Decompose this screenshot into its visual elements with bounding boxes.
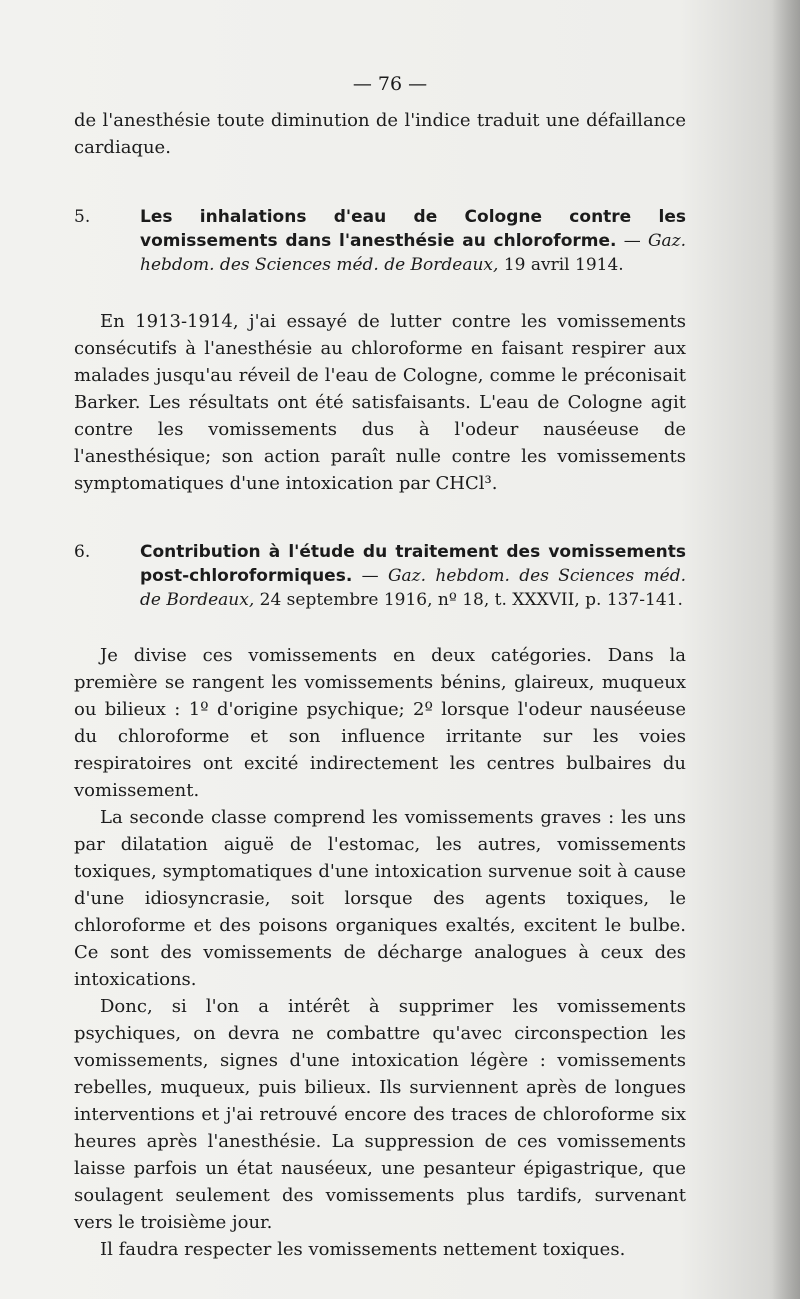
page-content [74,72,686,1263]
intro-continuation-paragraph: de l'anesthésie toute diminution de l'indice traduit une défaillance cardiaque. [74,110,686,158]
entry-number: 6. [74,542,91,562]
entry-details: 19 avril 1914. [503,255,624,275]
body-paragraph: Je divise ces vomissements en deux catégories. Dans la première se rangent les vomissements bénins, glaireux, muqueux ou bilieux : 1º d'origine psychique; 2º lorsque l'odeur nauséeuse du chloroforme et son influence irritante sur les voies respiratoires ont excité indirectement les centres bulbaires du vomissement. [74,645,686,801]
entry-journal: Gaz. hebdom. des Sciences méd. de Bordeaux, [140,566,686,610]
entry-details: 24 septembre 1916, nº 18, t. XXXVII, p. 137-141. [259,590,683,610]
entry-journal: Gaz. hebdom. des Sciences méd. de Bordeaux, [140,231,687,275]
body-paragraph: En 1913-1914, j'ai essayé de lutter contre les vomissements consécutifs à l'anesthésie au chloroforme en faisant respirer aux malades jusqu'au réveil de l'eau de Cologne, comme le préconisait Barker. Les résultats ont été satisfaisants. L'eau de Cologne agit contre les vomissements dus à l'odeur nauséeuse de l'anesthésique; son action paraît nulle contre les vomissements symptomatiques d'une intoxication par CHCl³. [74,311,686,494]
page-number: — 76 — [352,73,428,95]
entry-dash: — [623,231,641,251]
bibliography-entry-5 [74,205,686,277]
body-paragraph: Donc, si l'on a intérêt à supprimer les vomissements psychiques, on devra ne combattre qu'avec circonspection les vomissements, signes d'une intoxication légère : vomissements rebelles, muqueux, puis bilieux. Ils surviennent après de longues interventions et j'ai retrouvé encore des traces de chloroforme six heures après l'anesthésie. La suppression de ces vomissements laisse parfois un état nauséeux, une pesanteur épigastrique, que soulagent seulement des vomissements plus tardifs, survenant vers le troisième jour. [74,996,686,1233]
entry-number: 5. [74,207,91,227]
body-paragraph: Il faudra respecter les vomissements nettement toxiques. [100,1239,626,1260]
entry-dash: — [361,566,379,586]
bibliography-entry-6 [74,540,686,612]
body-paragraph: La seconde classe comprend les vomissements graves : les uns par dilatation aiguë de l'estomac, les autres, vomissements toxiques, symptomatiques d'une intoxication survenue soit à cause d'une idiosyncrasie, soit lorsque des agents toxiques, le chloroforme et des poisons organiques exaltés, excitent le bulbe. Ce sont des vomissements de décharge analogues à ceux des intoxications. [74,807,686,990]
entry-title: Contribution à l'étude du traitement des vomissements post-chloroformiques. [140,542,686,586]
page-gutter-shadow [772,0,800,1299]
entry-title: Les inhalations d'eau de Cologne contre les vomissements dans l'anesthésie au chloroforme. [140,207,686,251]
